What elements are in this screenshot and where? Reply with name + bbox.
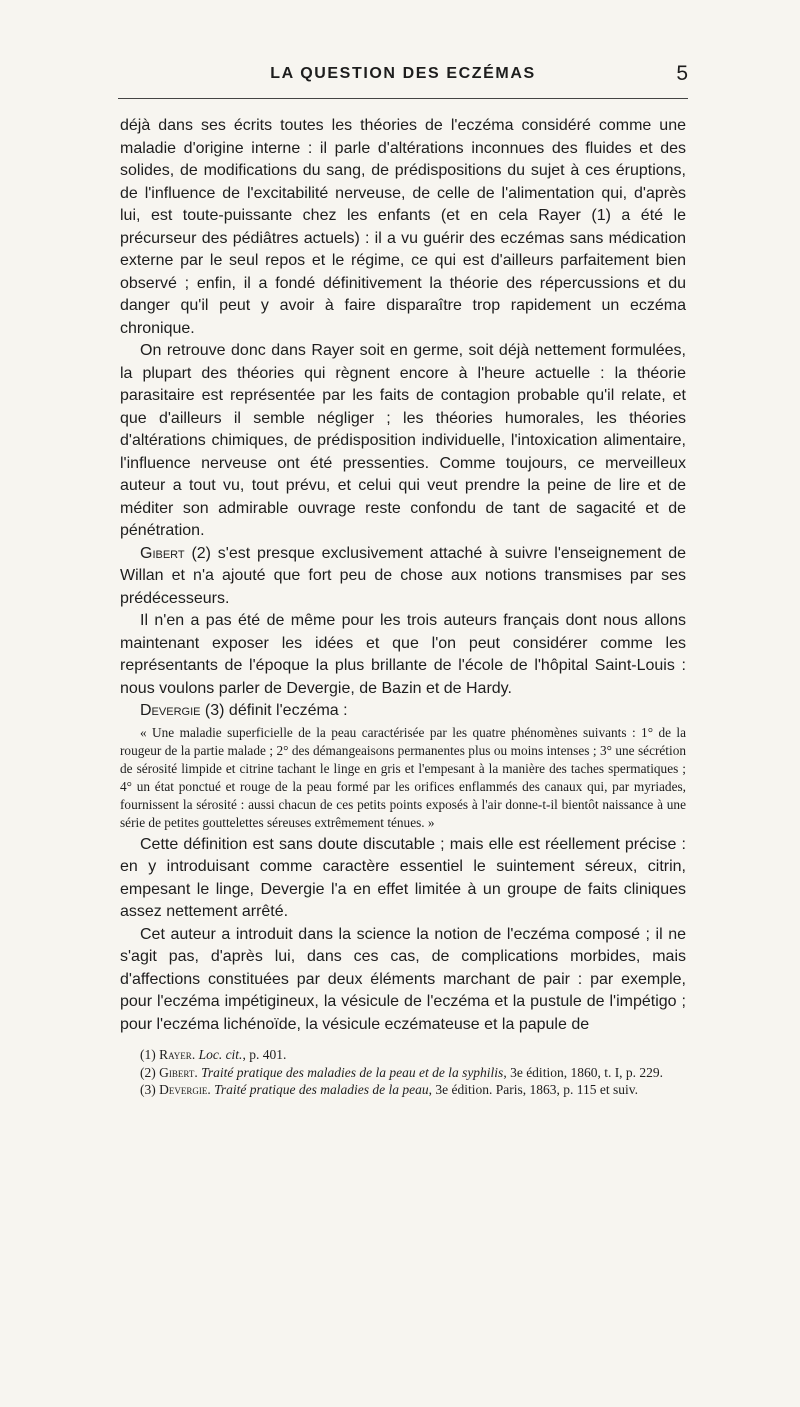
footnote-author: Devergie <box>159 1082 208 1097</box>
paragraph-2: On retrouve donc dans Rayer soit en germe, soit déjà nettement formulées, la plupart des théories qui règnent encore à l'heure actuelle : la théorie parasitaire est représentée par les faits de contagion probable qu'il relate, et que d'ailleurs il semble négliger ; les théories humorales, les théories d'altérations chimiques, de prédisposition individuelle, l'intoxication alimentaire, l'influence nerveuse ont été pressenties. Comme toujours, ce merveilleux auteur a tout vu, tout prévu, et celui qui veut prendre la peine de lire et de méditer son admirable ouvrage reste confondu de tant de sagacité et de pénétration. <box>120 342 686 539</box>
paragraph-1: déjà dans ses écrits toutes les théories de l'eczéma considéré comme une maladie d'origine interne : il parle d'altérations inconnues des fluides et des solides, de modifications du sang, de prédispositions du sujet à ces éruptions, de l'influence de l'excitabilité nerveuse, de celle de l'alimentation qui, d'après lui, est toute-puissante chez les enfants (et en cela Rayer (1) a été le précurseur des pédiâtres actuels) : il a vu guérir des eczémas sans médication externe par le seul repos et le régime, ce qui est d'ailleurs parfaitement bien observé ; enfin, il a fondé définitivement la théorie des répercussions et du danger qu'il peut y avoir à faire disparaître trop rapidement un eczéma chronique. <box>120 117 686 337</box>
page-number: 5 <box>676 62 688 85</box>
paragraph-3 <box>120 543 686 611</box>
paragraph-5-text: (3) définit l'eczéma : <box>200 702 348 719</box>
footnote-sep: . <box>194 1064 202 1080</box>
body-text <box>120 115 686 1099</box>
author-name: Gibert <box>140 544 185 562</box>
footnote-title: Loc. cit. <box>198 1047 243 1062</box>
footnote-mark: (3) <box>140 1082 160 1097</box>
running-title: LA QUESTION DES ECZÉMAS <box>270 65 536 82</box>
paragraph-6: Cette définition est sans doute discutable ; mais elle est réellement précise : en y introduisant comme caractère essentiel le suintement séreux, citrin, empesant le linge, Devergie l'a en effet limitée à un groupe de faits cliniques assez nettement arrêté. <box>120 835 686 920</box>
author-name: Devergie <box>140 702 201 719</box>
footnote-title: Traité pratique des maladies de la peau <box>214 1082 429 1097</box>
paragraph-4: Il n'en a pas été de même pour les trois auteurs français dont nous allons maintenant exposer les idées et que l'on peut considérer comme les représentants de l'époque la plus brillante de l'école de l'hôpital Saint-Louis : nous voulons parler de Devergie, de Bazin et de Hardy. <box>120 612 686 697</box>
footnote-rest: , p. 401. <box>242 1047 287 1062</box>
footnote <box>120 1046 686 1064</box>
footnote-rest: , 3e édition. Paris, 1863, p. 115 et suiv. <box>428 1082 638 1097</box>
footnotes <box>120 1046 686 1099</box>
footnote <box>120 1064 686 1082</box>
paragraph-7: Cet auteur a introduit dans la science la notion de l'eczéma composé ; il ne s'agit pas, d'après lui, dans ces cas, de complications morbides, mais d'affections constituées par deux éléments marchant de pair : par exemple, pour l'eczéma impétigineux, la vésicule de l'eczéma et la pustule de l'impétigo ; pour l'eczéma lichénoïde, la vésicule eczémateuse et la papule de <box>120 925 686 1033</box>
block-quote: « Une maladie superficielle de la peau caractérisée par les quatre phénomènes suivants : 1° de la rougeur de la partie malade ; 2° des démangeaisons permanentes plus ou moins intenses ; 3° une sécrétion de sérosité limpide et citrine tachant le linge en gris et l'empesant à la manière des taches spermatiques ; 4° un état ponctué et rouge de la peau formé par les orifices enflammés des canaux qui, par myriades, fournissent la sérosité : aussi chacun de ces petits points exposés à l'air donne-t-il bientôt naissance à une série de petites gouttelettes séreuses extrêmement ténues. » <box>120 724 686 830</box>
footnote-rest: , 3e édition, 1860, t. I, p. 229. <box>503 1064 664 1080</box>
footnote-sep: . <box>191 1047 199 1062</box>
paragraph-5 <box>120 700 686 723</box>
running-head <box>118 62 688 88</box>
header-rule <box>118 98 688 99</box>
paragraph-3-text: (2) s'est presque exclusivement attaché à suivre l'enseignement de Willan et n'a ajouté que fort peu de chose aux notions transmises par ses prédécesseurs. <box>120 544 686 607</box>
footnote-title: Traité pratique des maladies de la peau et de la syphilis <box>201 1064 504 1080</box>
footnote-author: Gibert <box>159 1064 195 1080</box>
footnote-mark: (1) <box>140 1047 160 1062</box>
footnote-mark: (2) <box>140 1064 160 1080</box>
footnote-author: Rayer <box>159 1047 192 1062</box>
footnote <box>120 1081 686 1099</box>
footnote-sep: . <box>207 1082 215 1097</box>
